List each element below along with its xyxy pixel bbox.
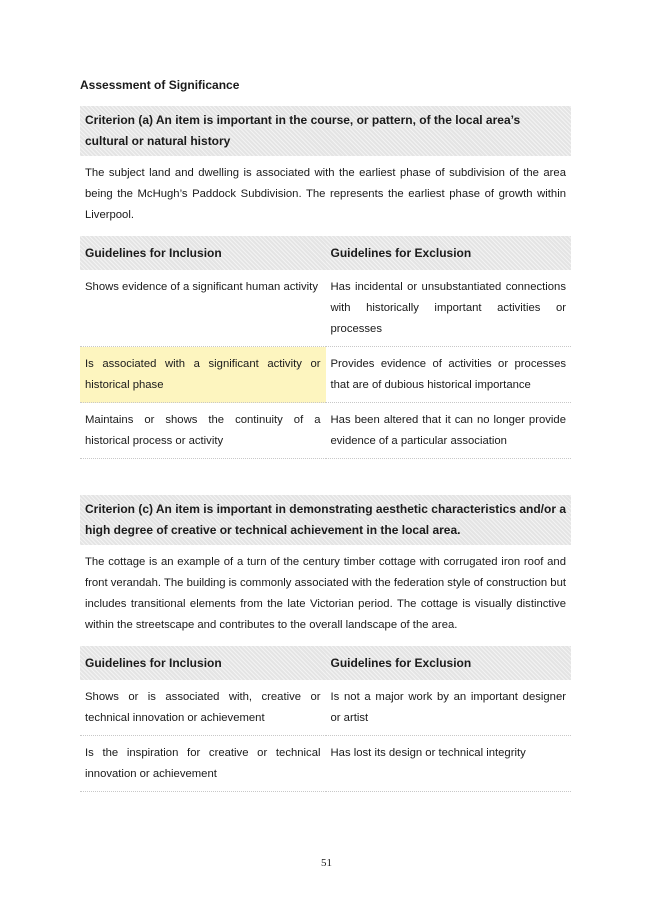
criterion-c-text: The cottage is an example of a turn of the century timber cottage with corrugated iron roof and front verandah. The building is commonly associated with the federation style of construction but includes transitional elements from the late Victorian period. The cottage is visually distinctive within the streetscape and contributes to the overall landscape of the area. (85, 556, 566, 631)
criterion-c-guidelines-table (80, 646, 571, 792)
table-row (80, 403, 571, 459)
inclusion-cell: Maintains or shows the continuity of a historical process or activity (80, 403, 326, 459)
inclusion-header: Guidelines for Inclusion (80, 236, 326, 270)
exclusion-header: Guidelines for Exclusion (326, 646, 572, 680)
criterion-a-guidelines-table (80, 236, 571, 459)
table-row (80, 680, 571, 736)
inclusion-cell: Is the inspiration for creative or technical innovation or achievement (80, 736, 326, 792)
exclusion-header: Guidelines for Exclusion (326, 236, 572, 270)
section-heading: Assessment of Significance (80, 78, 240, 92)
criterion-c-title: Criterion (c) An item is important in demonstrating aesthetic characteristics and/or a high degree of creative or technical achievement in the local area. (80, 495, 571, 545)
exclusion-cell: Has incidental or unsubstantiated connections with historically important activities or processes (326, 270, 572, 347)
exclusion-cell: Provides evidence of activities or processes that are of dubious historical importance (326, 347, 572, 403)
exclusion-cell: Is not a major work by an important designer or artist (326, 680, 572, 736)
table-header-row (80, 236, 571, 270)
inclusion-cell: Shows or is associated with, creative or technical innovation or achievement (80, 680, 326, 736)
document-page (80, 70, 571, 792)
table-row (80, 270, 571, 347)
criterion-a-title: Criterion (a) An item is important in the course, or pattern, of the local area’s cultural or natural history (80, 106, 571, 156)
exclusion-cell: Has been altered that it can no longer provide evidence of a particular association (326, 403, 572, 459)
inclusion-cell: Shows evidence of a significant human activity (80, 270, 326, 347)
table-header-row (80, 646, 571, 680)
inclusion-cell-highlighted: Is associated with a significant activity or historical phase (80, 347, 326, 403)
section-spacer (80, 459, 571, 495)
criterion-a-text: The subject land and dwelling is associated with the earliest phase of subdivision of the area being the McHugh’s Paddock Subdivision. The represents the earliest phase of growth within Liverpool. (85, 167, 566, 221)
inclusion-header: Guidelines for Inclusion (80, 646, 326, 680)
page-number: 51 (321, 857, 332, 869)
table-row (80, 347, 571, 403)
exclusion-cell: Has lost its design or technical integrity (326, 736, 572, 792)
table-row (80, 736, 571, 792)
